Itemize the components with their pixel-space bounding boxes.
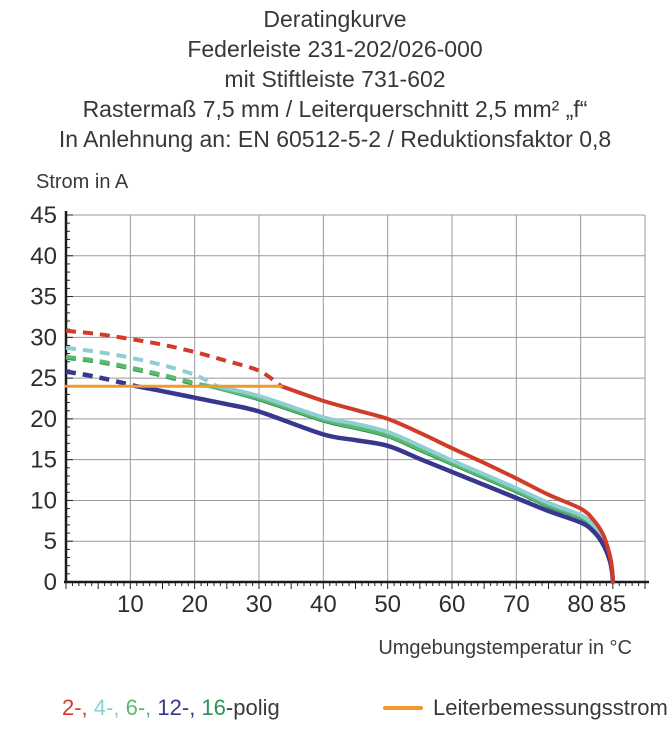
reference-line-label: Leiterbemessungsstrom xyxy=(433,695,668,720)
x-tick-label: 10 xyxy=(116,591,144,618)
x-tick-label: 20 xyxy=(181,591,209,618)
chart-title-block xyxy=(0,4,670,154)
y-tick-label: 0 xyxy=(43,569,57,596)
legend-row xyxy=(0,695,670,725)
x-tick-label: 60 xyxy=(438,591,466,618)
y-tick-label: 15 xyxy=(30,446,57,474)
title-line-3: mit Stiftleiste 731-602 xyxy=(224,66,446,92)
x-tick-label: 70 xyxy=(502,591,530,618)
legend-pole-label: 12-, xyxy=(157,695,202,720)
x-tick-label: 30 xyxy=(245,591,273,618)
legend-pole-label: 16 xyxy=(201,695,226,720)
series-2-polig-solid xyxy=(282,386,613,582)
y-tick-label: 25 xyxy=(30,365,57,393)
y-tick-label: 45 xyxy=(30,202,57,229)
y-tick-label: 30 xyxy=(30,324,57,352)
legend-poles xyxy=(62,695,280,721)
x-tick-label: 80 xyxy=(567,591,595,618)
legend-poles-suffix: -polig xyxy=(225,695,280,720)
y-axis-title: Strom in A xyxy=(36,171,129,193)
y-tick-label: 20 xyxy=(30,405,57,433)
reference-line-swatch xyxy=(383,706,423,710)
y-tick-label: 10 xyxy=(30,487,57,515)
y-tick-label: 5 xyxy=(43,528,57,556)
x-tick-label: 85 xyxy=(599,591,627,618)
x-tick-label: 50 xyxy=(374,591,402,618)
legend-reference xyxy=(383,695,668,721)
x-tick-label: 40 xyxy=(309,591,337,618)
legend-pole-label: 2-, xyxy=(62,695,94,720)
y-tick-label: 35 xyxy=(30,283,57,311)
x-axis-title: Umgebungstemperatur in °C xyxy=(378,637,632,659)
title-line-4: Rastermaß 7,5 mm / Leiterquerschnitt 2,5 mm² „f“ xyxy=(82,96,588,122)
title-line-2: Federleiste 231-202/026-000 xyxy=(187,36,483,62)
derating-chart-plot xyxy=(0,170,670,630)
legend-pole-label: 4-, xyxy=(93,695,126,720)
derating-chart xyxy=(0,170,670,630)
legend-pole-label: 6-, xyxy=(125,695,158,720)
title-line-1: Deratingkurve xyxy=(263,6,407,32)
series-12-polig-dashed xyxy=(66,372,137,387)
y-tick-label: 40 xyxy=(30,242,57,270)
title-line-5: In Anlehnung an: EN 60512-5-2 / Reduktionsfaktor 0,8 xyxy=(58,126,612,152)
